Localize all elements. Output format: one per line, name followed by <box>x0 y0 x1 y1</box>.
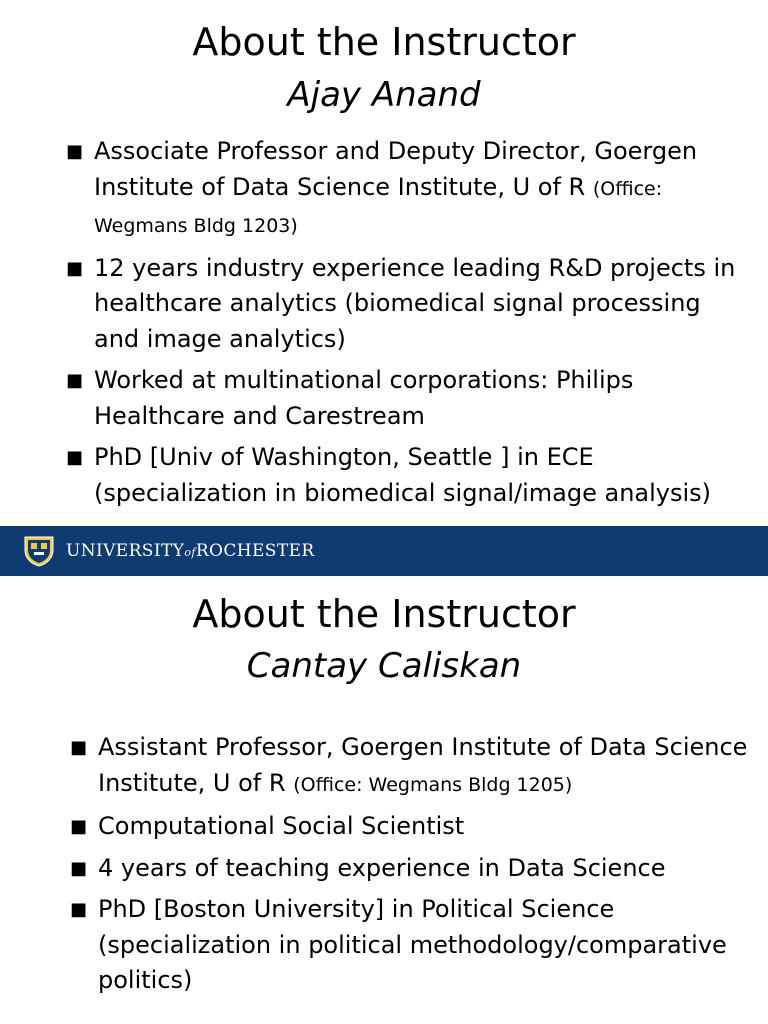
bullet-item <box>70 730 748 803</box>
university-name: UNIVERSITYofROCHESTER <box>66 541 315 561</box>
office-note: (Office: Wegmans Bldg 1205) <box>293 773 573 796</box>
office-note: (Office: Wegmans Bldg 1203) <box>94 177 663 237</box>
bullet-text: PhD [Univ of Washington, Seattle ] in ECE (specialization in biomedical signal/image analysis) <box>94 443 712 507</box>
slide-title: About the Instructor <box>192 592 576 636</box>
bullet-list <box>70 730 748 999</box>
bullet-square-icon: ■ <box>66 447 84 468</box>
bullet-item <box>70 809 748 845</box>
bullet-item <box>70 892 748 999</box>
bullet-text: Associate Professor and Deputy Director, Goergen Institute of Data Science Institute, U of R <box>94 137 698 201</box>
university-banner <box>0 526 768 576</box>
bullet-item <box>66 440 744 511</box>
bullet-square-icon: ■ <box>70 899 88 920</box>
bullet-square-icon: ■ <box>66 257 84 279</box>
bullet-item <box>70 851 748 887</box>
university-crest-icon <box>22 534 56 568</box>
bullet-text: Worked at multinational corporations: Philips Healthcare and Carestream <box>94 366 634 430</box>
bullet-text: PhD [Boston University] in Political Science (specialization in political methodology/comparative politics) <box>98 895 727 994</box>
slide-bottom <box>0 576 768 1024</box>
bullet-text: Assistant Professor, Goergen Institute of Data Science Institute, U of R <box>98 733 748 797</box>
slide-title: About the Instructor <box>192 20 576 64</box>
bullet-text: 4 years of teaching experience in Data Science <box>98 853 666 882</box>
bullet-item <box>66 363 744 434</box>
bullet-square-icon: ■ <box>66 141 84 162</box>
bullet-square-icon: ■ <box>70 816 88 837</box>
bullet-square-icon: ■ <box>66 370 84 391</box>
bullet-text: Computational Social Scientist <box>98 812 465 840</box>
bullet-square-icon: ■ <box>70 857 88 879</box>
bullet-item <box>66 134 744 245</box>
bullet-square-icon: ■ <box>70 737 88 758</box>
bullet-list <box>66 134 744 511</box>
instructor-name: Cantay Caliskan <box>246 646 522 686</box>
bullet-item <box>66 251 744 358</box>
bullet-text: 12 years industry experience leading R&D projects in healthcare analytics (biomedical signal processing and image analytics) <box>94 253 736 353</box>
instructor-name: Ajay Anand <box>287 75 481 115</box>
